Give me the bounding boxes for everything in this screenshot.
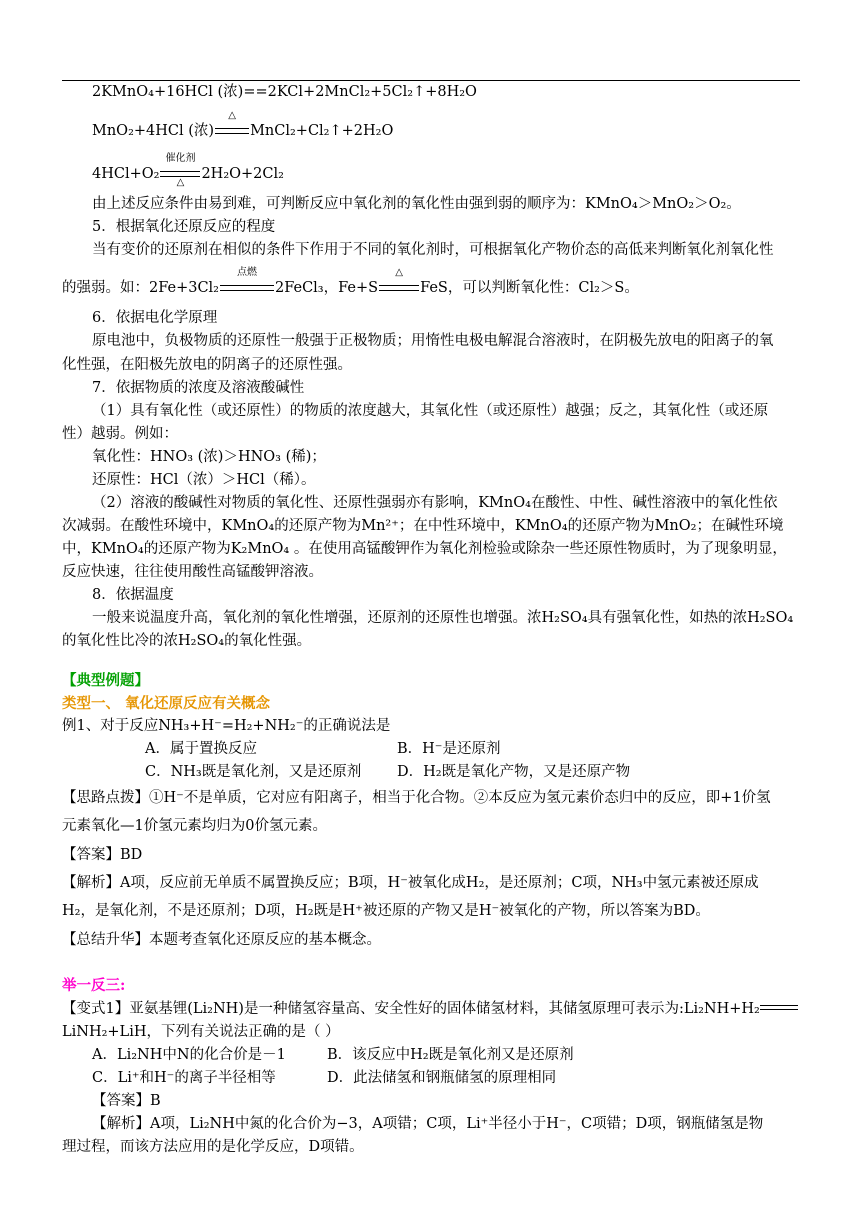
section-5-text-2b: 2FeCl₃，Fe+S bbox=[275, 280, 379, 296]
practice-heading: 举一反三: bbox=[62, 977, 126, 994]
equation-catalyst bbox=[92, 153, 284, 188]
type-1-heading: 类型一、 氧化还原反应有关概念 bbox=[62, 695, 271, 712]
section-5-text-2 bbox=[62, 267, 639, 297]
answer-2: 【答案】B bbox=[92, 1093, 161, 1109]
heat-symbol-2: △ bbox=[395, 267, 403, 278]
equation-catalyst-right: 2H₂O+2Cl₂ bbox=[201, 166, 284, 182]
hint-text-2: 元素氧化—1价氢元素均归为0价氢元素。 bbox=[62, 818, 327, 834]
section-7-heading: 7．依据物质的浓度及溶液酸碱性 bbox=[92, 380, 305, 396]
section-7-text-5: 中，KMnO₄的还原产物为K₂MnO₄ 。在使用高锰酸钾作为氧化剂检验或除杂一些还原性物质时，为了现象明显， bbox=[62, 541, 787, 557]
section-7-reducing: 还原性：HCl（浓）＞HCl（稀）。 bbox=[92, 472, 316, 488]
variant-1-text-1a: 【变式1】亚氨基锂(Li₂NH)是一种储氢容量高、安全性好的固体储氢材料，其储氢原理可表示为:Li₂NH+H₂ bbox=[62, 1001, 760, 1017]
equilibrium-arrow bbox=[760, 1002, 798, 1014]
ignite-label: 点燃 bbox=[237, 267, 257, 278]
option-b: B．H⁻是还原剂 bbox=[397, 741, 501, 757]
explanation-1-text-1: 【解析】A项，反应前无单质不属置换反应；B项，H⁻被氧化成H₂，是还原剂；C项，NH₃中氢元素被还原成 bbox=[62, 875, 759, 891]
typical-examples-heading: 【典型例题】 bbox=[62, 672, 149, 689]
section-6-heading: 6．依据电化学原理 bbox=[92, 310, 218, 326]
heat-condition bbox=[215, 110, 249, 137]
equation-mno2 bbox=[92, 110, 394, 140]
section-7-text-4: 次减弱。在酸性环境中，KMnO₄的还原产物为Mn²⁺；在中性环境中，KMnO₄的还原产物为MnO₂；在碱性环境 bbox=[62, 518, 784, 534]
equation-mno2-left: MnO₂+4HCl (浓) bbox=[92, 123, 215, 139]
variant-option-b: B．该反应中H₂既是氧化剂又是还原剂 bbox=[327, 1047, 574, 1063]
example-1-question: 例1、对于反应NH₃+H⁻=H₂+NH₂⁻的正确说法是 bbox=[62, 718, 391, 734]
option-a: A．属于置换反应 bbox=[145, 741, 257, 757]
variant-option-c: C．Li⁺和H⁻的离子半径相等 bbox=[92, 1070, 276, 1086]
section-7-text-6: 反应快速，往往使用酸性高锰酸钾溶液。 bbox=[62, 564, 323, 580]
equation-kmno4: 2KMnO₄+16HCl (浓)==2KCl+2MnCl₂+5Cl₂↑+8H₂O bbox=[92, 84, 477, 100]
summary-1: 【总结升华】本题考查氧化还原反应的基本概念。 bbox=[62, 932, 381, 948]
equation-mno2-right: MnCl₂+Cl₂↑+2H₂O bbox=[250, 123, 394, 139]
heat-symbol-below: △ bbox=[176, 177, 185, 188]
answer-1: 【答案】BD bbox=[62, 847, 143, 863]
heat-symbol: △ bbox=[228, 110, 236, 121]
order-paragraph: 由上述反应条件由易到难，可判断反应中氧化剂的氧化性由强到弱的顺序为：KMnO₄＞MnO₂＞O₂。 bbox=[92, 196, 741, 212]
section-7-oxidizing: 氧化性：HNO₃ (浓)＞HNO₃ (稀)； bbox=[92, 449, 326, 465]
explanation-2-text-2: 理过程，而该方法应用的是化学反应，D项错。 bbox=[62, 1139, 364, 1155]
section-8-heading: 8．依据温度 bbox=[92, 587, 174, 603]
variant-1-text-2: LiNH₂+LiH，下列有关说法正确的是（ ） bbox=[62, 1024, 340, 1040]
section-7-text-2: 性）越弱。例如： bbox=[62, 426, 178, 442]
catalyst-condition bbox=[160, 153, 200, 188]
explanation-2-text-1: 【解析】A项，Li₂NH中氮的化合价为−3，A项错；C项，Li⁺半径小于H⁻，C项错；D项，钢瓶储氢是物 bbox=[92, 1116, 764, 1132]
equation-catalyst-left: 4HCl+O₂ bbox=[92, 166, 160, 182]
section-7-text-3: （2）溶液的酸碱性对物质的氧化性、还原性强弱亦有影响，KMnO₄在酸性、中性、碱性溶液中的氧化性依 bbox=[92, 495, 778, 511]
section-5-text-1: 当有变价的还原剂在相似的条件下作用于不同的氧化剂时，可根据氧化产物价态的高低来判断氧化剂氧化性 bbox=[92, 242, 774, 258]
variant-1-text-1 bbox=[62, 1001, 798, 1018]
explanation-1-text-2: H₂，是氧化剂，不是还原剂；D项，H₂既是H⁺被还原的产物又是H⁻被氧化的产物，所以答案为BD。 bbox=[62, 903, 710, 919]
header-rule bbox=[62, 80, 800, 81]
section-8-text-1: 一般来说温度升高，氧化剂的氧化性增强，还原剂的还原性也增强。浓H₂SO₄具有强氧化性，如热的浓H₂SO₄ bbox=[92, 610, 794, 626]
variant-option-d: D．此法储氢和钢瓶储氢的原理相同 bbox=[327, 1070, 557, 1086]
section-6-text-2: 化性强，在阳极先放电的阴离子的还原性强。 bbox=[62, 357, 352, 373]
section-5-text-2c: FeS，可以判断氧化性：Cl₂＞S。 bbox=[420, 280, 639, 296]
section-5-heading: 5．根据氧化还原反应的程度 bbox=[92, 219, 276, 235]
section-6-text-1: 原电池中，负极物质的还原性一般强于正极物质；用惰性电极电解混合溶液时，在阴极先放电的阳离子的氧 bbox=[92, 333, 774, 349]
heat-condition-2 bbox=[379, 267, 419, 294]
variant-option-a: A．Li₂NH中N的化合价是－1 bbox=[92, 1047, 286, 1063]
hint-text-1: 【思路点拨】①H⁻不是单质，它对应有阳离子，相当于化合物。②本反应为氢元素价态归中的反应，即+1价氢 bbox=[62, 790, 771, 806]
section-5-text-2a: 的强弱。如：2Fe+3Cl₂ bbox=[62, 280, 219, 296]
catalyst-label: 催化剂 bbox=[165, 153, 196, 164]
option-d: D．H₂既是氧化产物，又是还原产物 bbox=[397, 764, 631, 780]
section-8-text-2: 的氧化性比冷的浓H₂SO₄的氧化性强。 bbox=[62, 633, 312, 649]
ignite-condition bbox=[220, 267, 274, 294]
section-7-text-1: （1）具有氧化性（或还原性）的物质的浓度越大，其氧化性（或还原性）越强；反之，其氧化性（或还原 bbox=[92, 403, 769, 419]
option-c: C．NH₃既是氧化剂，又是还原剂 bbox=[145, 764, 362, 780]
